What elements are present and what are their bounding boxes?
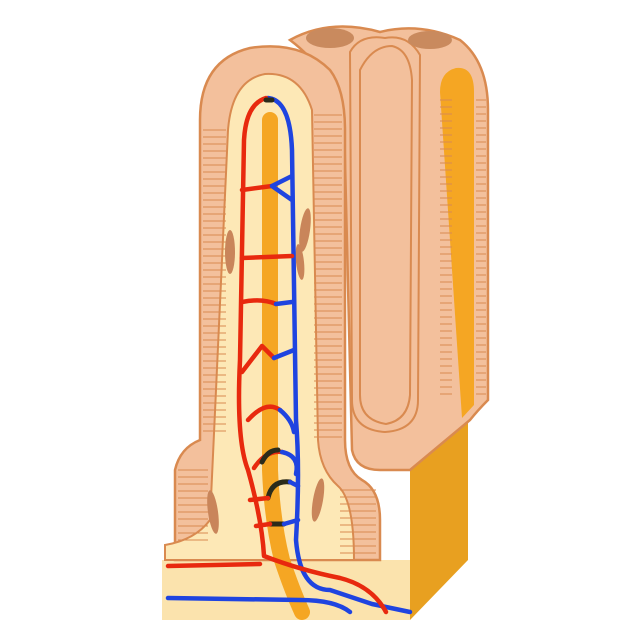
goblet-cell-top-left [306, 28, 354, 48]
goblet-cell-top-right [408, 31, 452, 49]
capillary [250, 498, 268, 500]
artery-lower [168, 564, 260, 566]
capillary [256, 524, 270, 526]
smooth-muscle-cell [225, 230, 235, 274]
capillary [242, 256, 292, 258]
capillary [276, 302, 292, 304]
